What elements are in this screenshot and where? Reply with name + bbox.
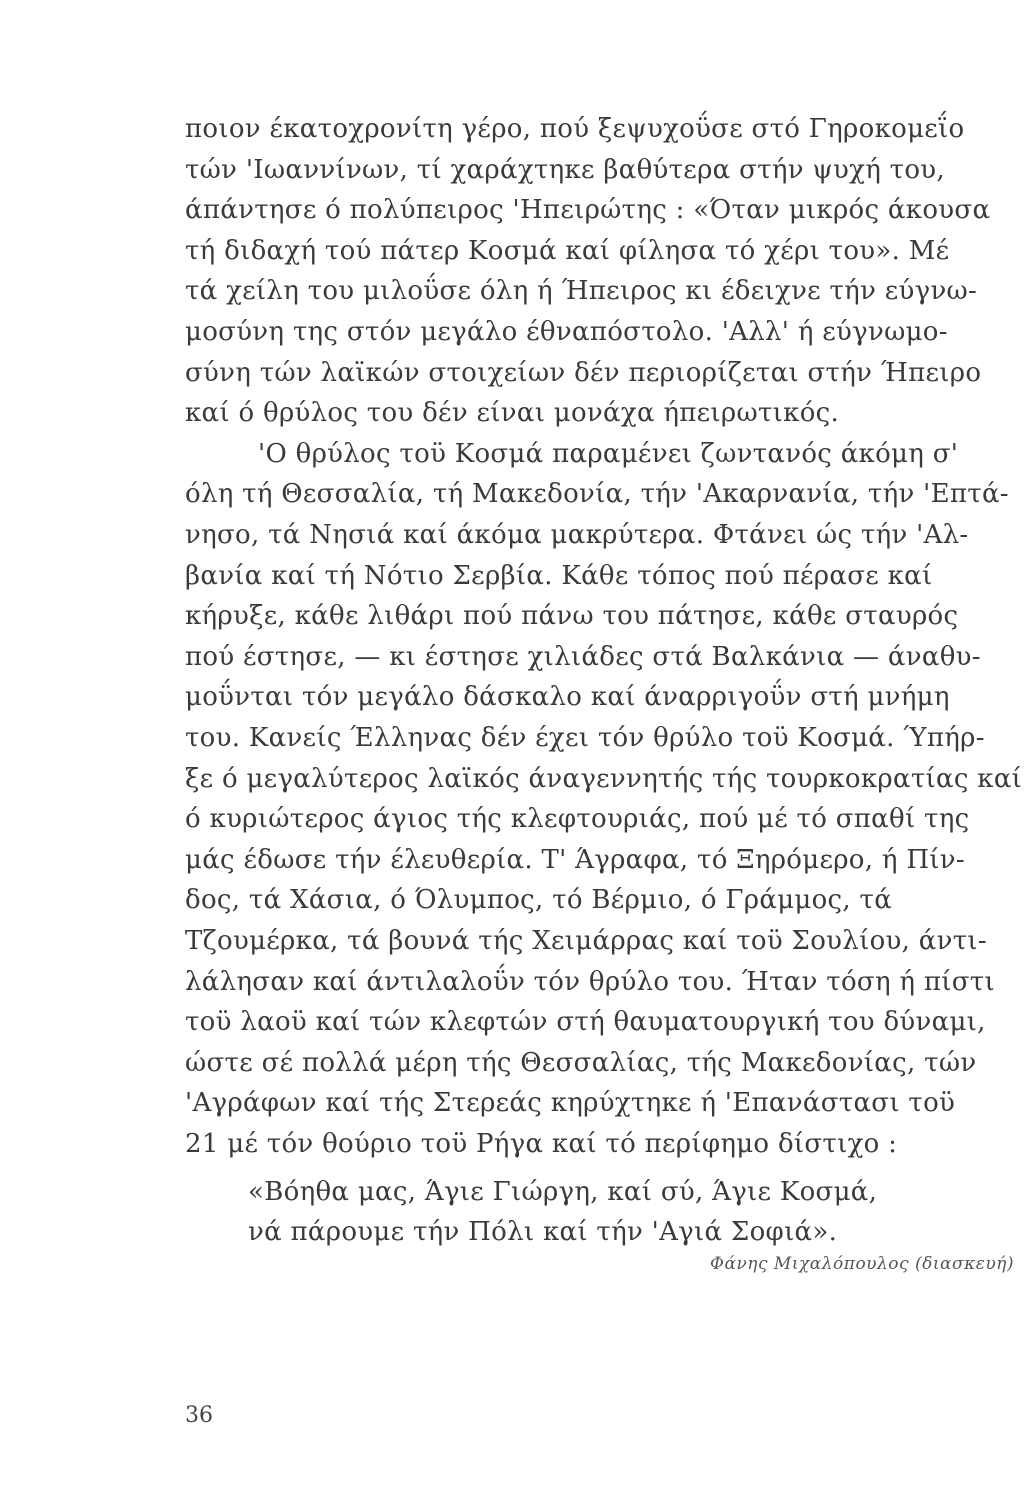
text-line: δος, τά Χάσια, ό Όλυμπος, τό Βέρμιο, ό Γράμμος, τά [185, 885, 893, 916]
author-attribution: Φάνης Μιχαλόπουλος (διασκευή) [710, 1254, 1014, 1274]
text-line: ποιον έκατοχρονίτη γέρο, πού ξεψυχοΰσε στό Γηροκομεΐο [185, 114, 965, 144]
text-line: 'Αγράφων καί τής Στερεάς κηρύχτηκε ή 'Επανάστασι τοϋ [185, 1088, 956, 1119]
text-line: τών 'Ιωαννίνων, τί χαράχτηκε βαθύτερα στήν ψυχή του, [185, 154, 945, 185]
text-line: λάλησαν καί άντιλαλοΰν τόν θρύλο του. Ήταν τόση ή πίστι [185, 966, 995, 997]
text-line: άπάντησε ό πολύπειρος 'Ηπειρώτης : «Όταν μικρός άκουσα [185, 195, 991, 226]
text-line: του. Κανείς Έλληνας δέν έχει τόν θρύλο τοϋ Κοσμά. Ύπήρ- [185, 723, 985, 753]
text-line: όλη τή Θεσσαλία, τή Μακεδονία, τήν 'Ακαρνανία, τήν 'Επτά- [185, 479, 1009, 510]
text-line: ώστε σέ πολλά μέρη τής Θεσσαλίας, τής Μακεδονίας, τών [185, 1047, 977, 1078]
text-line: καί ό θρύλος του δέν είναι μονάχα ήπειρωτικός. [185, 398, 840, 429]
text-line: 21 μέ τόν θούριο τοϋ Ρήγα καί τό περίφημο δίστιχο : [185, 1129, 898, 1159]
text-line: Τζουμέρκα, τά βουνά τής Χειμάρρας καί τοϋ Σουλίου, άντι- [185, 926, 987, 956]
text-line: τοϋ λαοϋ καί τών κλεφτών στή θαυματουργική του δύναμι, [185, 1007, 986, 1038]
text-line: μοσύνη της στόν μεγάλο έθναπόστολο. 'Αλλ' ή εύγνωμο- [185, 317, 948, 347]
text-line: βανία καί τή Νότιο Σερβία. Κάθε τόπος πού πέρασε καί [185, 560, 933, 591]
text-line: τά χείλη του μιλοΰσε όλη ή Ήπειρος κι έδειχνε τήν εύγνω- [185, 276, 978, 307]
text-line: κήρυξε, κάθε λιθάρι πού πάνω του πάτησε, κάθε σταυρός [185, 601, 959, 632]
text-line: ό κυριώτερος άγιος τής κλεφτουριάς, πού μέ τό σπαθί της [185, 804, 970, 835]
text-line: μάς έδωσε τήν έλευθερία. Τ' Άγραφα, τό Ξηρόμερο, ή Πίν- [185, 844, 965, 875]
text-line: νησο, τά Νησιά καί άκόμα μακρύτερα. Φτάνει ώς τήν 'Αλ- [185, 520, 969, 550]
couplet-line: «Βόηθα μας, Άγιε Γιώργη, καί σύ, Άγιε Κοσμά, [248, 1177, 878, 1207]
page-number: 36 [185, 1403, 213, 1428]
text-line: 'Ο θρύλος τοϋ Κοσμά παραμένει ζωντανός άκόμη σ' [258, 438, 959, 469]
text-line: τή διδαχή τού πάτερ Κοσμά καί φίλησα τό χέρι του». Μέ [185, 235, 950, 266]
text-line: σύνη τών λαϊκών στοιχείων δέν περιορίζεται στήν Ήπειρο [185, 357, 982, 388]
text-line: μοΰνται τόν μεγάλο δάσκαλο καί άναρριγοΰν στή μνήμη [185, 682, 950, 713]
text-line: ξε ό μεγαλύτερος λαϊκός άναγεννητής τής τουρκοκρατίας καί [185, 763, 1023, 794]
couplet-line: νά πάρουμε τήν Πόλι καί τήν 'Αγιά Σοφιά». [248, 1217, 838, 1247]
text-line: πού έστησε, — κι έστησε χιλιάδες στά Βαλκάνια — άναθυ- [185, 641, 981, 672]
